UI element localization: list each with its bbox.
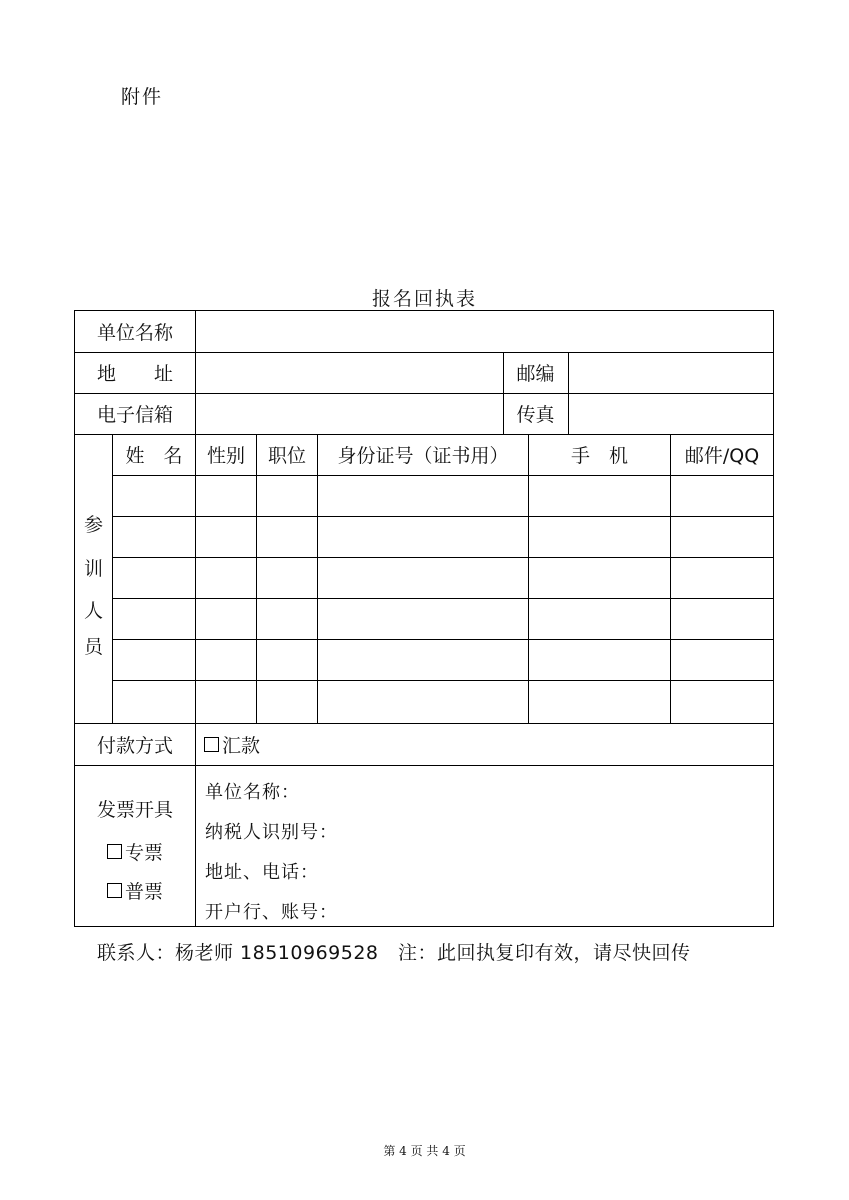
email-field[interactable] bbox=[196, 393, 503, 434]
invoice-option-ordinary[interactable] bbox=[75, 875, 195, 905]
invoice-option-label: 普票 bbox=[124, 880, 163, 903]
registration-form-table bbox=[74, 310, 774, 927]
postcode-field[interactable] bbox=[569, 352, 773, 393]
checkbox[interactable] bbox=[107, 844, 122, 859]
unit-name-label: 单位名称 bbox=[96, 322, 173, 344]
column-header-email-qq: 邮件/QQ bbox=[684, 445, 760, 467]
postcode-label: 邮编 bbox=[516, 363, 555, 385]
column-header-gender: 性别 bbox=[206, 445, 245, 467]
participants-side-char: 参 bbox=[83, 514, 103, 536]
fax-field[interactable] bbox=[569, 393, 773, 434]
invoice-option-label: 专票 bbox=[124, 841, 163, 864]
page-footer: 第 4 页 共 4 页 bbox=[383, 1144, 466, 1158]
column-header-position: 职位 bbox=[267, 445, 306, 467]
column-header-name: 姓 名 bbox=[125, 445, 183, 467]
invoice-address-phone-line: 地址、电话： bbox=[205, 862, 319, 883]
address-label: 地 址 bbox=[96, 363, 173, 385]
invoice-bank-account-line: 开户行、账号： bbox=[205, 902, 338, 923]
address-field[interactable] bbox=[196, 352, 503, 393]
checkbox[interactable] bbox=[204, 737, 219, 752]
fax-label: 传真 bbox=[516, 404, 555, 426]
invoice-unit-name-line: 单位名称： bbox=[205, 782, 300, 803]
payment-option-remittance[interactable] bbox=[204, 723, 504, 765]
contact-note: 联系人：杨老师 18510969528 注：此回执复印有效，请尽快回传 bbox=[97, 942, 691, 964]
invoice-tax-id-line: 纳税人识别号： bbox=[205, 822, 338, 843]
invoice-option-special[interactable] bbox=[75, 836, 195, 866]
participants-side-char: 训 bbox=[83, 558, 103, 580]
column-header-mobile: 手 机 bbox=[570, 445, 628, 467]
payment-label: 付款方式 bbox=[96, 734, 173, 757]
attachment-label: 附件 bbox=[121, 86, 164, 108]
payment-option-label: 汇款 bbox=[222, 734, 261, 757]
invoice-label: 发票开具 bbox=[96, 798, 173, 821]
participants-side-char: 员 bbox=[83, 636, 103, 658]
column-header-id-number: 身份证号（证书用） bbox=[337, 445, 509, 467]
participants-side-char: 人 bbox=[83, 600, 103, 622]
unit-name-field[interactable] bbox=[196, 311, 773, 352]
email-label: 电子信箱 bbox=[96, 404, 173, 426]
form-title: 报名回执表 bbox=[371, 288, 477, 310]
checkbox[interactable] bbox=[107, 883, 122, 898]
